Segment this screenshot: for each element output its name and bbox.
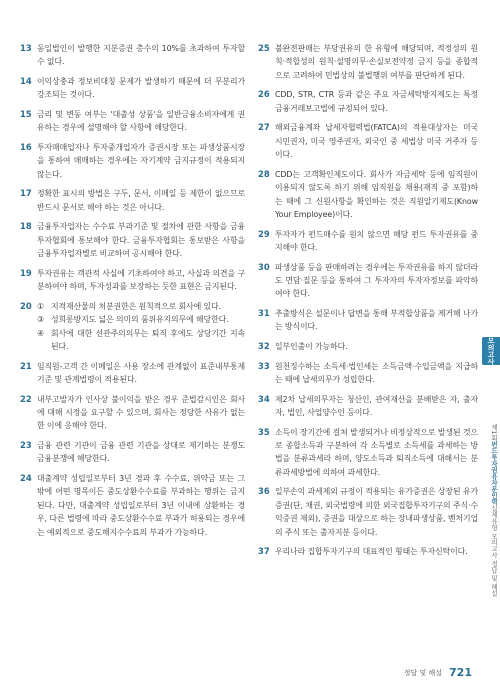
item-number: 24	[20, 473, 32, 484]
answer-item	[258, 88, 478, 115]
answer-item	[20, 393, 245, 433]
sub-item-text: 지적재산물의 처분권한은 원칙적으로 회사에 있다.	[51, 301, 222, 311]
answer-item	[20, 75, 245, 102]
answer-item	[258, 545, 478, 558]
answer-item	[258, 485, 478, 539]
section-tab-label: 모의고사	[487, 337, 495, 365]
answer-item	[20, 108, 245, 135]
item-number: 36	[258, 486, 270, 497]
item-number: 26	[258, 89, 270, 100]
sub-item	[37, 327, 245, 354]
item-text: 임직원-고객 간 이메일은 사용 장소에 관계없이 표준내부통제기준 및 관계법령이 적용된다.	[37, 361, 245, 385]
answer-item	[258, 261, 478, 301]
item-number: 14	[20, 76, 32, 86]
item-text: 투자자가 펀드매수를 원치 않으면 해당 펀드 투자권유를 중지해야 한다.	[275, 229, 478, 253]
item-number: 28	[258, 168, 270, 179]
item-text: 제2차 납세의무자는 청산인, 관여재산을 분배받은 자, 출자자, 법인, 사업양수인 등이다.	[275, 394, 478, 418]
item-text: 정확한 표시의 방법은 구두, 문서, 이메일 등 제한이 없으므로 반드시 문서로 해야 하는 것은 아니다.	[37, 189, 245, 212]
item-number: 23	[20, 440, 32, 451]
answer-item	[20, 187, 245, 214]
item-number: 34	[258, 393, 270, 404]
item-text: 원천징수하는 소득세·법인세는 소득금액·수입금액을 지급하는 때에 납세의무가 성립한다.	[275, 361, 478, 385]
footer-label: 정답 및 해설	[403, 668, 443, 677]
answer-item	[258, 121, 478, 161]
item-number: 20	[20, 300, 32, 311]
answer-item	[258, 42, 478, 82]
item-text: 투자권유는 객관적 사실에 기초하여야 하고, 사실과 의견을 구분하여야 하며, 투자성과를 보장하는 듯한 표현은 금지된다.	[37, 268, 245, 292]
item-number: 17	[20, 188, 32, 199]
page-footer	[404, 666, 472, 679]
answer-item	[258, 426, 478, 480]
item-number: 37	[258, 546, 270, 557]
item-text: CDD, STR, CTR 등과 같은 주요 자금세탁방지제도는 특정금융거래보고법에 규정되어 있다.	[275, 90, 478, 113]
sub-item-marker: ④	[37, 328, 44, 338]
answer-item	[258, 360, 478, 387]
side-running-title	[483, 370, 499, 650]
right-column	[258, 42, 478, 565]
sub-item-text: 회사에 대한 선관주의의무는 퇴직 후에도 상당기간 지속된다.	[51, 328, 245, 352]
item-number: 13	[20, 43, 32, 53]
sub-item-marker: ①	[37, 301, 44, 311]
answer-item	[20, 220, 245, 260]
item-text: 일부손익 과세제외 규정이 적용되는 유가증권은 상장된 유가증권(단, 채권, 외국법령에 의한 외국집합투자기구의 주식·수익증권 제외), 증권을 대상으로 하는 장내파생상품, 벤처기업의 주식 또는 출자지분 등이다.	[275, 487, 478, 537]
item-number: 25	[258, 43, 270, 53]
answer-item	[20, 267, 245, 294]
answer-item	[20, 141, 245, 181]
answer-item	[258, 168, 478, 222]
answer-item	[20, 472, 245, 539]
item-text: 해외금융계좌 납세자협력법(FATCA)의 적용대상자는 미국 시민권자, 미국 영주권자, 외국인 중 세법상 미국 거주자 등이다.	[275, 123, 478, 160]
item-text: 대출계약 성립일로부터 3년 경과 후 수수료, 위약금 또는 그 밖에 어떤 명목이든 중도상환수수료를 부과하는 행위는 금지된다. 다만, 대출계약 성립일로부터 3년 이내에 상환하는 경우, 다른 법령에 따라 중도상환수수료 부과가 허용되는 경우에는 예외적으로 중도해지수수료의 부과가 가능하다.	[37, 474, 245, 537]
answer-item	[20, 300, 245, 354]
sub-item	[37, 313, 245, 326]
item-text: 파생상품 등을 판매하려는 경우에는 투자권유를 하지 않더라도 면담·질문 등을 통하여 그 투자자의 투자자정보를 파악하여야 한다.	[275, 262, 478, 299]
item-number: 21	[20, 360, 32, 371]
item-number: 27	[258, 122, 270, 133]
item-number: 35	[258, 426, 270, 437]
item-text: 금융투자업자는 수수료 부과기준 및 절차에 관한 사항을 금융투자협회에 통보해야 한다. 금융투자협회는 통보받은 사항을 금융투자업자별로 비교하여 공시해야 한다.	[37, 222, 245, 259]
item-text: 내부고발자가 인사상 불이익을 받은 경우 준법감시인은 회사에 대해 시정을 요구할 수 있으며, 회사는 정당한 사유가 없는 한 이에 응해야 한다.	[37, 394, 245, 431]
item-text: 추출방식은 설문이나 답변을 통해 부적합상품을 제거해 나가는 방식이다.	[275, 309, 478, 332]
answer-item	[20, 42, 245, 69]
side-title-prefix: 제1회	[490, 423, 498, 441]
item-text: 우리나라 집합투자기구의 대표적인 형태는 투자신탁이다.	[275, 547, 468, 557]
side-title-rest: 실제유형 모의고사 정답 및 해설	[490, 504, 498, 597]
item-text: 동일법인이 발행한 지분증권 총수의 10%를 초과하여 투자할 수 없다.	[37, 44, 245, 67]
answer-item	[258, 393, 478, 420]
item-number: 19	[20, 267, 32, 278]
item-number: 31	[258, 308, 270, 319]
item-number: 22	[20, 393, 32, 404]
side-title-bold: 펀드투자권유자문인력	[490, 440, 498, 505]
answer-item	[20, 439, 245, 466]
item-text: 금리 및 변동 여부는 '대출성 상품'을 일반금융소비자에게 권유하는 경우에 설명해야 할 사항에 해당한다.	[37, 110, 245, 133]
left-column	[20, 42, 245, 545]
item-sublist	[37, 300, 245, 354]
item-text: 소득이 장기간에 걸쳐 발생되거나 비정상적으로 발생된 것으로 종합소득과 구분하여 각 소득별로 소득세를 과세하는 방법을 분류과세라 하며, 양도소득과 퇴직소득에 대해서는 분류과세방법에 의하여 과세한다.	[275, 427, 478, 477]
item-number: 16	[20, 142, 32, 152]
item-number: 33	[258, 360, 270, 371]
item-text: 이익상충과 정보비대칭 문제가 발생하기 때문에 더 무분리가 강조되는 것이다.	[37, 77, 245, 100]
page-number: 721	[449, 666, 472, 679]
sub-item	[37, 300, 245, 313]
item-text: 금융 관련 기관이 금융 관련 기관을 상대로 제기하는 분쟁도 금융분쟁에 해당한다.	[37, 441, 245, 464]
item-number: 29	[258, 228, 270, 239]
section-tab[interactable]	[482, 337, 500, 365]
item-number: 30	[258, 261, 270, 272]
item-number: 32	[258, 341, 270, 352]
sub-item-marker: ③	[37, 315, 44, 325]
item-number: 18	[20, 221, 32, 232]
answer-item	[258, 228, 478, 255]
answer-item	[20, 360, 245, 387]
item-text: 일부인출이 가능하다.	[275, 342, 348, 352]
answer-item	[258, 307, 478, 334]
item-text: 불완전판매는 부당권유의 한 유형에 해당되며, 적정성의 원칙·적합성의 원칙·설명의무·손실보전약정 금지 등을 종합적으로 고려하여 민법상의 불법행위 여부를 판단하게 된다.	[275, 44, 478, 80]
answer-item	[258, 340, 478, 353]
item-number: 15	[20, 109, 32, 119]
item-text: 투자매매업자나 투자중개업자가 증권시장 또는 파생상품시장을 통하여 매매하는 경우에는 자기계약 금지규정이 적용되지 않는다.	[37, 143, 245, 179]
sub-item-text: 성희롱방지도 넓은 의미의 품위유지의무에 해당한다.	[51, 315, 229, 325]
item-text: CDD는 고객확인제도이다. 회사가 자금세탁 등에 임직원이 이용되지 않도록 하기 위해 임직원을 채용(재직 중 포함)하는 때에 그 신원사항을 확인하는 것은 직원알기제도(Know Your Employee)이다.	[275, 169, 478, 220]
